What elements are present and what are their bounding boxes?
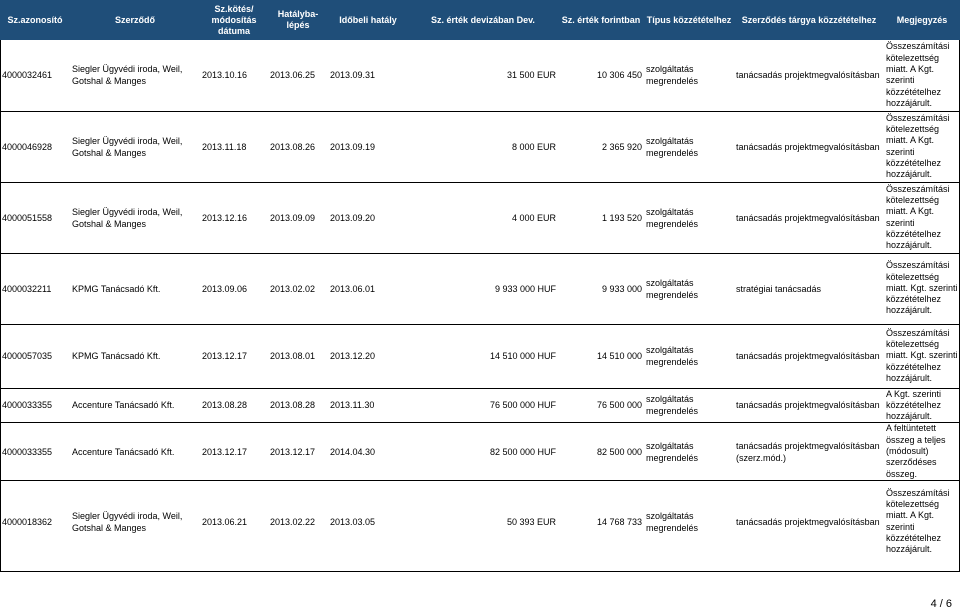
cell-amount-fx [408, 480, 558, 562]
cell-party: Siegler Ügyvédi iroda, Weil, Gotshal & Manges [70, 40, 200, 111]
table-row [0, 40, 960, 111]
cell-id: 4000032461 [0, 40, 70, 111]
cell-signed: 2013.06.21 [202, 516, 248, 527]
table-row [0, 253, 960, 324]
cell-amount-fx [408, 182, 558, 253]
cell-type: szolgáltatás megrendelés [644, 111, 734, 182]
cell-type: szolgáltatás megrendelés [644, 423, 734, 480]
col-header-idobeli: Időbeli hatály [328, 0, 408, 40]
col-header-tipus: Típus közzétételhez [644, 0, 734, 40]
cell-effective: 2013.06.25 [268, 40, 328, 111]
amount-fx-value: 9 933 000 [494, 283, 535, 294]
cell-note: Összeszámítási kötelezettség miatt. A Kgt. szerinti közzétételhez hozzájárult. [884, 40, 960, 111]
cell-term: 2013.11.30 [328, 388, 408, 423]
amount-fx-value: 14 510 000 [489, 351, 535, 361]
col-header-forint: Sz. érték forintban [558, 0, 644, 40]
cell-term: 2013.06.01 [328, 253, 408, 324]
cell-amount-fx [408, 253, 558, 324]
cell-party: KPMG Tanácsadó Kft. [70, 324, 200, 388]
cell-subject: tanácsadás projektmegvalósításban [734, 182, 884, 253]
cell-signed: 2013.12.17 [200, 324, 268, 388]
cell-amount-huf: 1 193 520 [558, 182, 644, 253]
cell-signed: 2013.11.18 [200, 111, 268, 182]
cell-party: Accenture Tanácsadó Kft. [70, 423, 200, 480]
cell-amount-fx [408, 40, 558, 111]
cell-signed: 2013.10.16 [200, 40, 268, 111]
cell-amount-fx [408, 423, 558, 480]
cell-id: 4000057035 [0, 324, 70, 388]
cell-party: Siegler Ügyvédi iroda, Weil, Gotshal & Manges [70, 111, 200, 182]
cell-amount-huf: 76 500 000 [558, 388, 644, 423]
table-bottom-border [0, 571, 960, 572]
currency: HUF [537, 400, 556, 411]
table-row [0, 423, 960, 480]
amount-fx-value: 50 393 [506, 516, 535, 527]
currency: EUR [536, 516, 556, 527]
currency: HUF [537, 283, 556, 294]
cell-note: Összeszámítási kötelezettség miatt. Kgt. szerinti közzétételhez hozzájárult. [884, 324, 960, 388]
col-header-szerzodo: Szerződő [70, 0, 200, 40]
cell-note: A feltüntetett összeg a teljes (módosult) szerződéses összeg. [884, 423, 960, 480]
cell-signed: 2013.12.17 [200, 423, 268, 480]
cell-note: Összeszámítási kötelezettség miatt. Kgt. szerinti közzétételhez hozzájárult. [884, 253, 960, 324]
cell-id: 4000032211 [0, 253, 70, 324]
col-header-megjegyzes: Megjegyzés [884, 0, 960, 40]
cell-party: Siegler Ügyvédi iroda, Weil, Gotshal & Manges [70, 182, 200, 253]
cell-signed: 2013.08.28 [200, 388, 268, 423]
cell-amount-huf: 14 510 000 [558, 324, 644, 388]
cell-effective: 2013.09.09 [268, 182, 328, 253]
currency: HUF [537, 446, 556, 457]
cell-type: szolgáltatás megrendelés [644, 324, 734, 388]
cell-term: 2013.09.31 [328, 40, 408, 111]
currency: EUR [536, 212, 556, 223]
table-row [0, 111, 960, 182]
cell-effective: 2013.08.28 [268, 388, 328, 423]
cell-id: 4000046928 [0, 111, 70, 182]
col-header-kotes: Sz.kötés/ módosítás dátuma [200, 0, 268, 40]
amount-fx-value: 76 500 000 [489, 400, 535, 411]
cell-term: 2013.09.20 [328, 182, 408, 253]
table-row [0, 324, 960, 388]
cell-effective: 2013.08.26 [268, 111, 328, 182]
cell-id: 4000051558 [0, 182, 70, 253]
cell-effective: 2013.12.17 [268, 423, 328, 480]
cell-effective: 2013.08.01 [268, 324, 328, 388]
cell-subject: tanácsadás projektmegvalósításban [734, 111, 884, 182]
currency: EUR [536, 70, 556, 81]
cell-subject: tanácsadás projektmegvalósításban [734, 388, 884, 423]
cell-subject: tanácsadás projektmegvalósításban (szerz.mód.) [734, 423, 884, 480]
amount-fx-value: 4 000 [511, 212, 535, 223]
page-number: 4 / 6 [930, 598, 952, 610]
cell-note: A Kgt. szerinti közzétételhez hozzájárult. [884, 388, 960, 423]
cell-subject: tanácsadás projektmegvalósításban [734, 324, 884, 388]
cell-party: Accenture Tanácsadó Kft. [70, 388, 200, 423]
cell-type: szolgáltatás megrendelés [644, 388, 734, 423]
table-row [0, 480, 960, 562]
cell-effective: 2013.02.02 [268, 253, 328, 324]
cell-amount-fx [408, 388, 558, 423]
cell-amount-fx [408, 324, 558, 388]
amount-fx-value: 31 500 [506, 70, 535, 81]
cell-subject: tanácsadás projektmegvalósításban [734, 40, 884, 111]
cell-type: szolgáltatás megrendelés [646, 510, 699, 533]
col-header-deviza: Sz. érték devizában Dev. [408, 0, 558, 40]
cell-signed: 2013.12.16 [200, 182, 268, 253]
currency: HUF [537, 351, 556, 361]
cell-term: 2013.03.05 [330, 516, 376, 527]
cell-amount-huf: 9 933 000 [558, 253, 644, 324]
cell-id: 4000033355 [0, 388, 70, 423]
cell-id: 4000018362 [2, 516, 53, 527]
cell-effective: 2013.02.22 [270, 516, 316, 527]
cell-subject: tanácsadás projektmegvalósításban [736, 516, 880, 527]
cell-term: 2014.04.30 [328, 423, 408, 480]
cell-amount-huf: 2 365 920 [558, 111, 644, 182]
table-row [0, 182, 960, 253]
cell-subject: stratégiai tanácsadás [734, 253, 884, 324]
amount-fx-value: 82 500 000 [489, 446, 535, 457]
cell-id: 4000033355 [0, 423, 70, 480]
cell-type: szolgáltatás megrendelés [644, 182, 734, 253]
cell-party: Siegler Ügyvédi iroda, Weil, Gotshal & Manges [72, 510, 183, 533]
cell-amount-huf: 10 306 450 [558, 40, 644, 111]
cell-term: 2013.09.19 [328, 111, 408, 182]
currency: EUR [536, 141, 556, 152]
cell-amount-huf: 82 500 000 [558, 423, 644, 480]
cell-term: 2013.12.20 [328, 324, 408, 388]
amount-fx-value: 8 000 [511, 141, 535, 152]
cell-note: Összeszámítási kötelezettség miatt. A Kgt. szerinti közzétételhez hozzájárult. [884, 111, 960, 182]
cell-note: Összeszámítási kötelezettség miatt. A Kgt. szerinti közzétételhez hozzájárult. [886, 487, 950, 555]
cell-type: szolgáltatás megrendelés [644, 40, 734, 111]
cell-note: Összeszámítási kötelezettség miatt. A Kgt. szerinti közzétételhez hozzájárult. [884, 182, 960, 253]
cell-type: szolgáltatás megrendelés [644, 253, 734, 324]
header-row [0, 0, 960, 40]
cell-amount-fx [408, 111, 558, 182]
cell-amount-huf: 14 768 733 [596, 516, 642, 527]
col-header-azonosito: Sz.azonosító [0, 0, 70, 40]
col-header-targy: Szerződés tárgya közzétételhez [734, 0, 884, 40]
cell-party: KPMG Tanácsadó Kft. [70, 253, 200, 324]
cell-signed: 2013.09.06 [200, 253, 268, 324]
col-header-hatalyba: Hatályba- lépés [268, 0, 328, 40]
table-row [0, 388, 960, 423]
